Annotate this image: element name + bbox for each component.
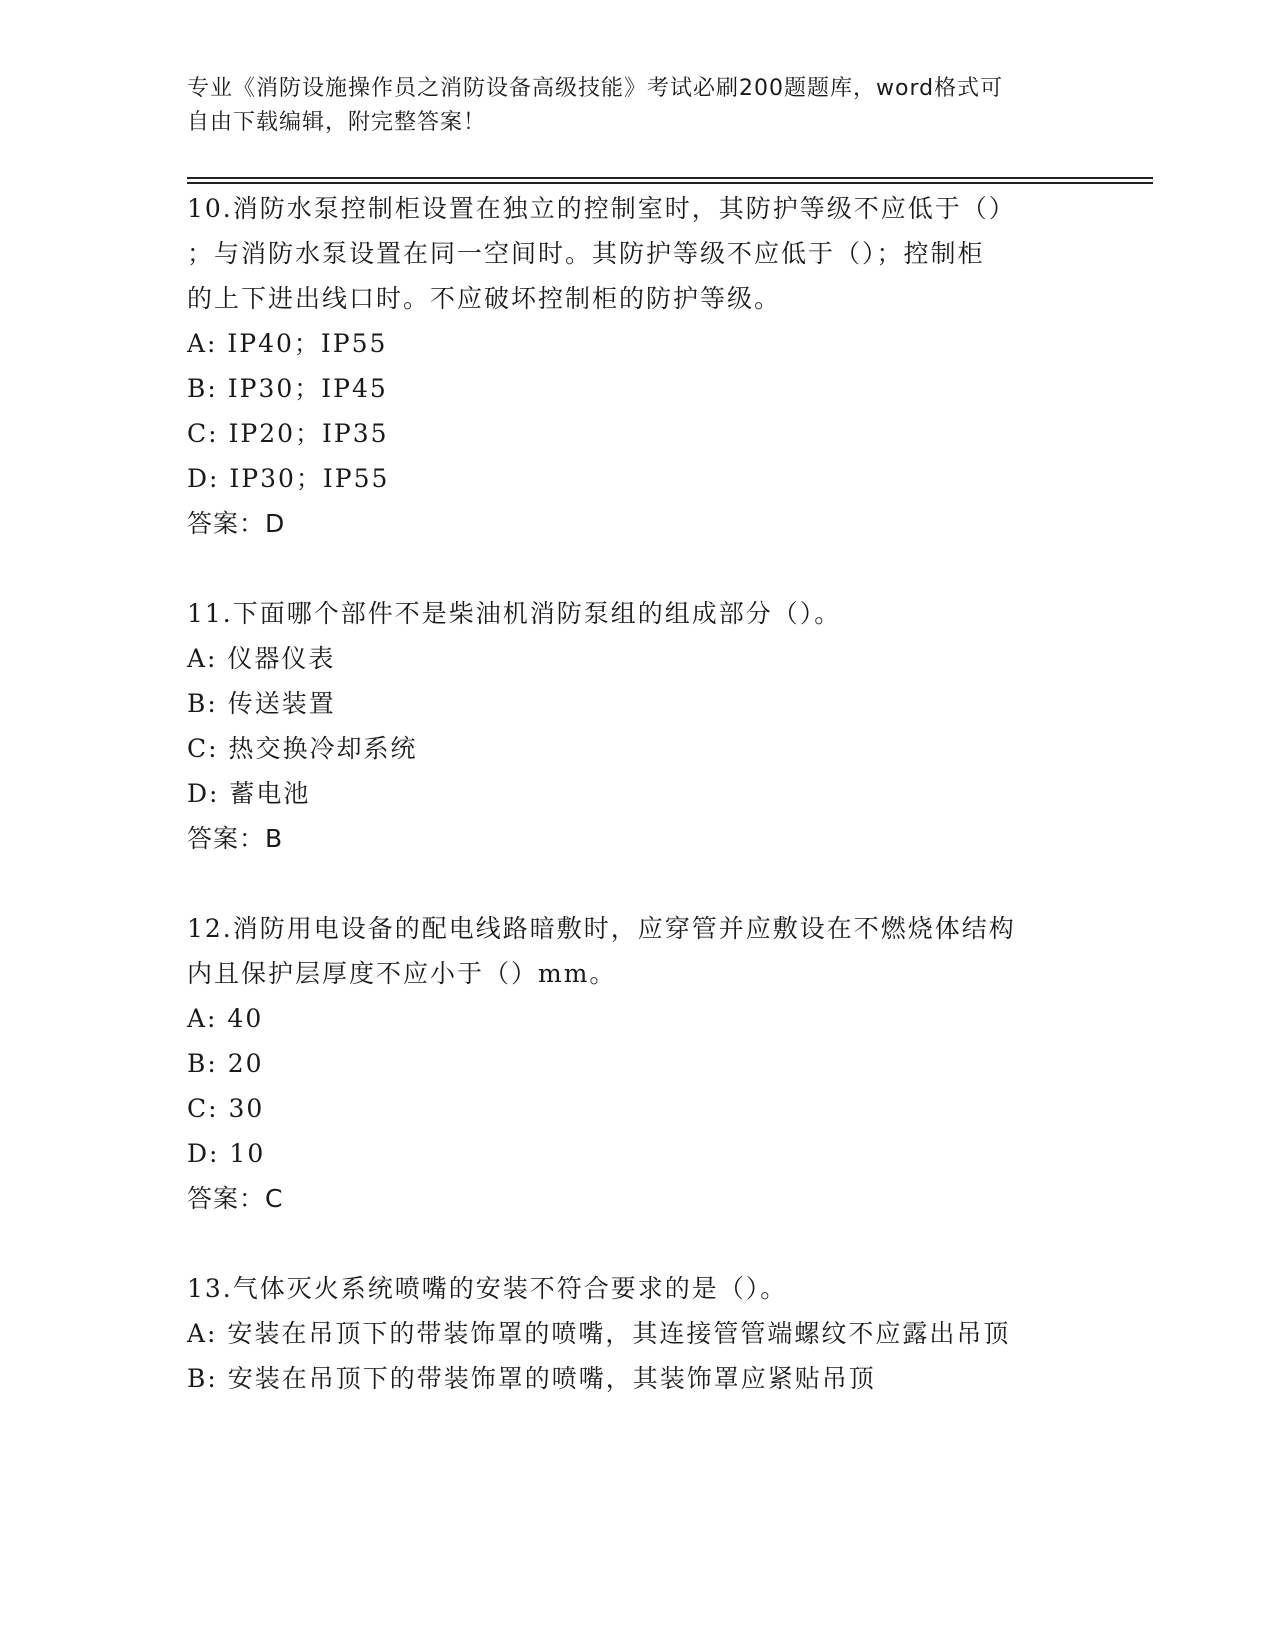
- option-c: C: IP20；IP35: [187, 419, 389, 448]
- document-header: [187, 72, 1067, 140]
- answer: 答案：C: [187, 1184, 284, 1213]
- option-a: A: 安装在吊顶下的带装饰罩的喷嘴，其连接管管端螺纹不应露出吊顶: [187, 1319, 1011, 1348]
- stem-line: 13.气体灭火系统喷嘴的安装不符合要求的是（）。: [187, 1274, 788, 1303]
- question-stem: [187, 1266, 1087, 1311]
- header-line-2: 自由下载编辑，附完整答案！: [187, 110, 487, 135]
- option-a: A: 40: [187, 1004, 264, 1033]
- answer: 答案：D: [187, 509, 286, 538]
- question-stem: [187, 906, 1087, 996]
- question-11: [187, 591, 1087, 861]
- question-10: [187, 186, 1087, 546]
- option-b: B: 20: [187, 1049, 264, 1078]
- header-divider-top: [187, 177, 1153, 179]
- question-list: [187, 186, 1087, 1401]
- stem-line: 11.下面哪个部件不是柴油机消防泵组的组成部分（）。: [187, 599, 842, 628]
- option-d: D: IP30；IP55: [187, 464, 390, 493]
- option-d: D: 10: [187, 1139, 266, 1168]
- option-a: A: IP40；IP55: [187, 329, 388, 358]
- option-b: B: 安装在吊顶下的带装饰罩的喷嘴，其装饰罩应紧贴吊顶: [187, 1364, 876, 1393]
- question-stem: [187, 591, 1087, 636]
- header-line-1: 专业《消防设施操作员之消防设备高级技能》考试必刷200题题库，word格式可: [187, 76, 1004, 101]
- option-c: C: 30: [187, 1094, 265, 1123]
- stem-line: 的上下进出线口时。不应破坏控制柜的防护等级。: [187, 284, 782, 313]
- stem-line: ；与消防水泵设置在同一空间时。其防护等级不应低于（）；控制柜: [187, 239, 985, 268]
- option-b: B: 传送装置: [187, 689, 336, 718]
- option-a: A: 仪器仪表: [187, 644, 336, 673]
- option-c: C: 热交换冷却系统: [187, 734, 418, 763]
- stem-line: 12.消防用电设备的配电线路暗敷时，应穿管并应敷设在不燃烧体结构: [187, 914, 1016, 943]
- stem-line: 10.消防水泵控制柜设置在独立的控制室时，其防护等级不应低于（）: [187, 194, 1016, 223]
- answer: 答案：B: [187, 824, 284, 853]
- question-13: [187, 1266, 1087, 1401]
- question-stem: [187, 186, 1087, 321]
- spacer: [187, 546, 1087, 591]
- question-12: [187, 906, 1087, 1221]
- stem-line: 内且保护层厚度不应小于（）mm。: [187, 959, 617, 988]
- option-d: D: 蓄电池: [187, 779, 311, 808]
- spacer: [187, 861, 1087, 906]
- spacer: [187, 1221, 1087, 1266]
- option-b: B: IP30；IP45: [187, 374, 388, 403]
- header-divider-bottom: [187, 182, 1153, 184]
